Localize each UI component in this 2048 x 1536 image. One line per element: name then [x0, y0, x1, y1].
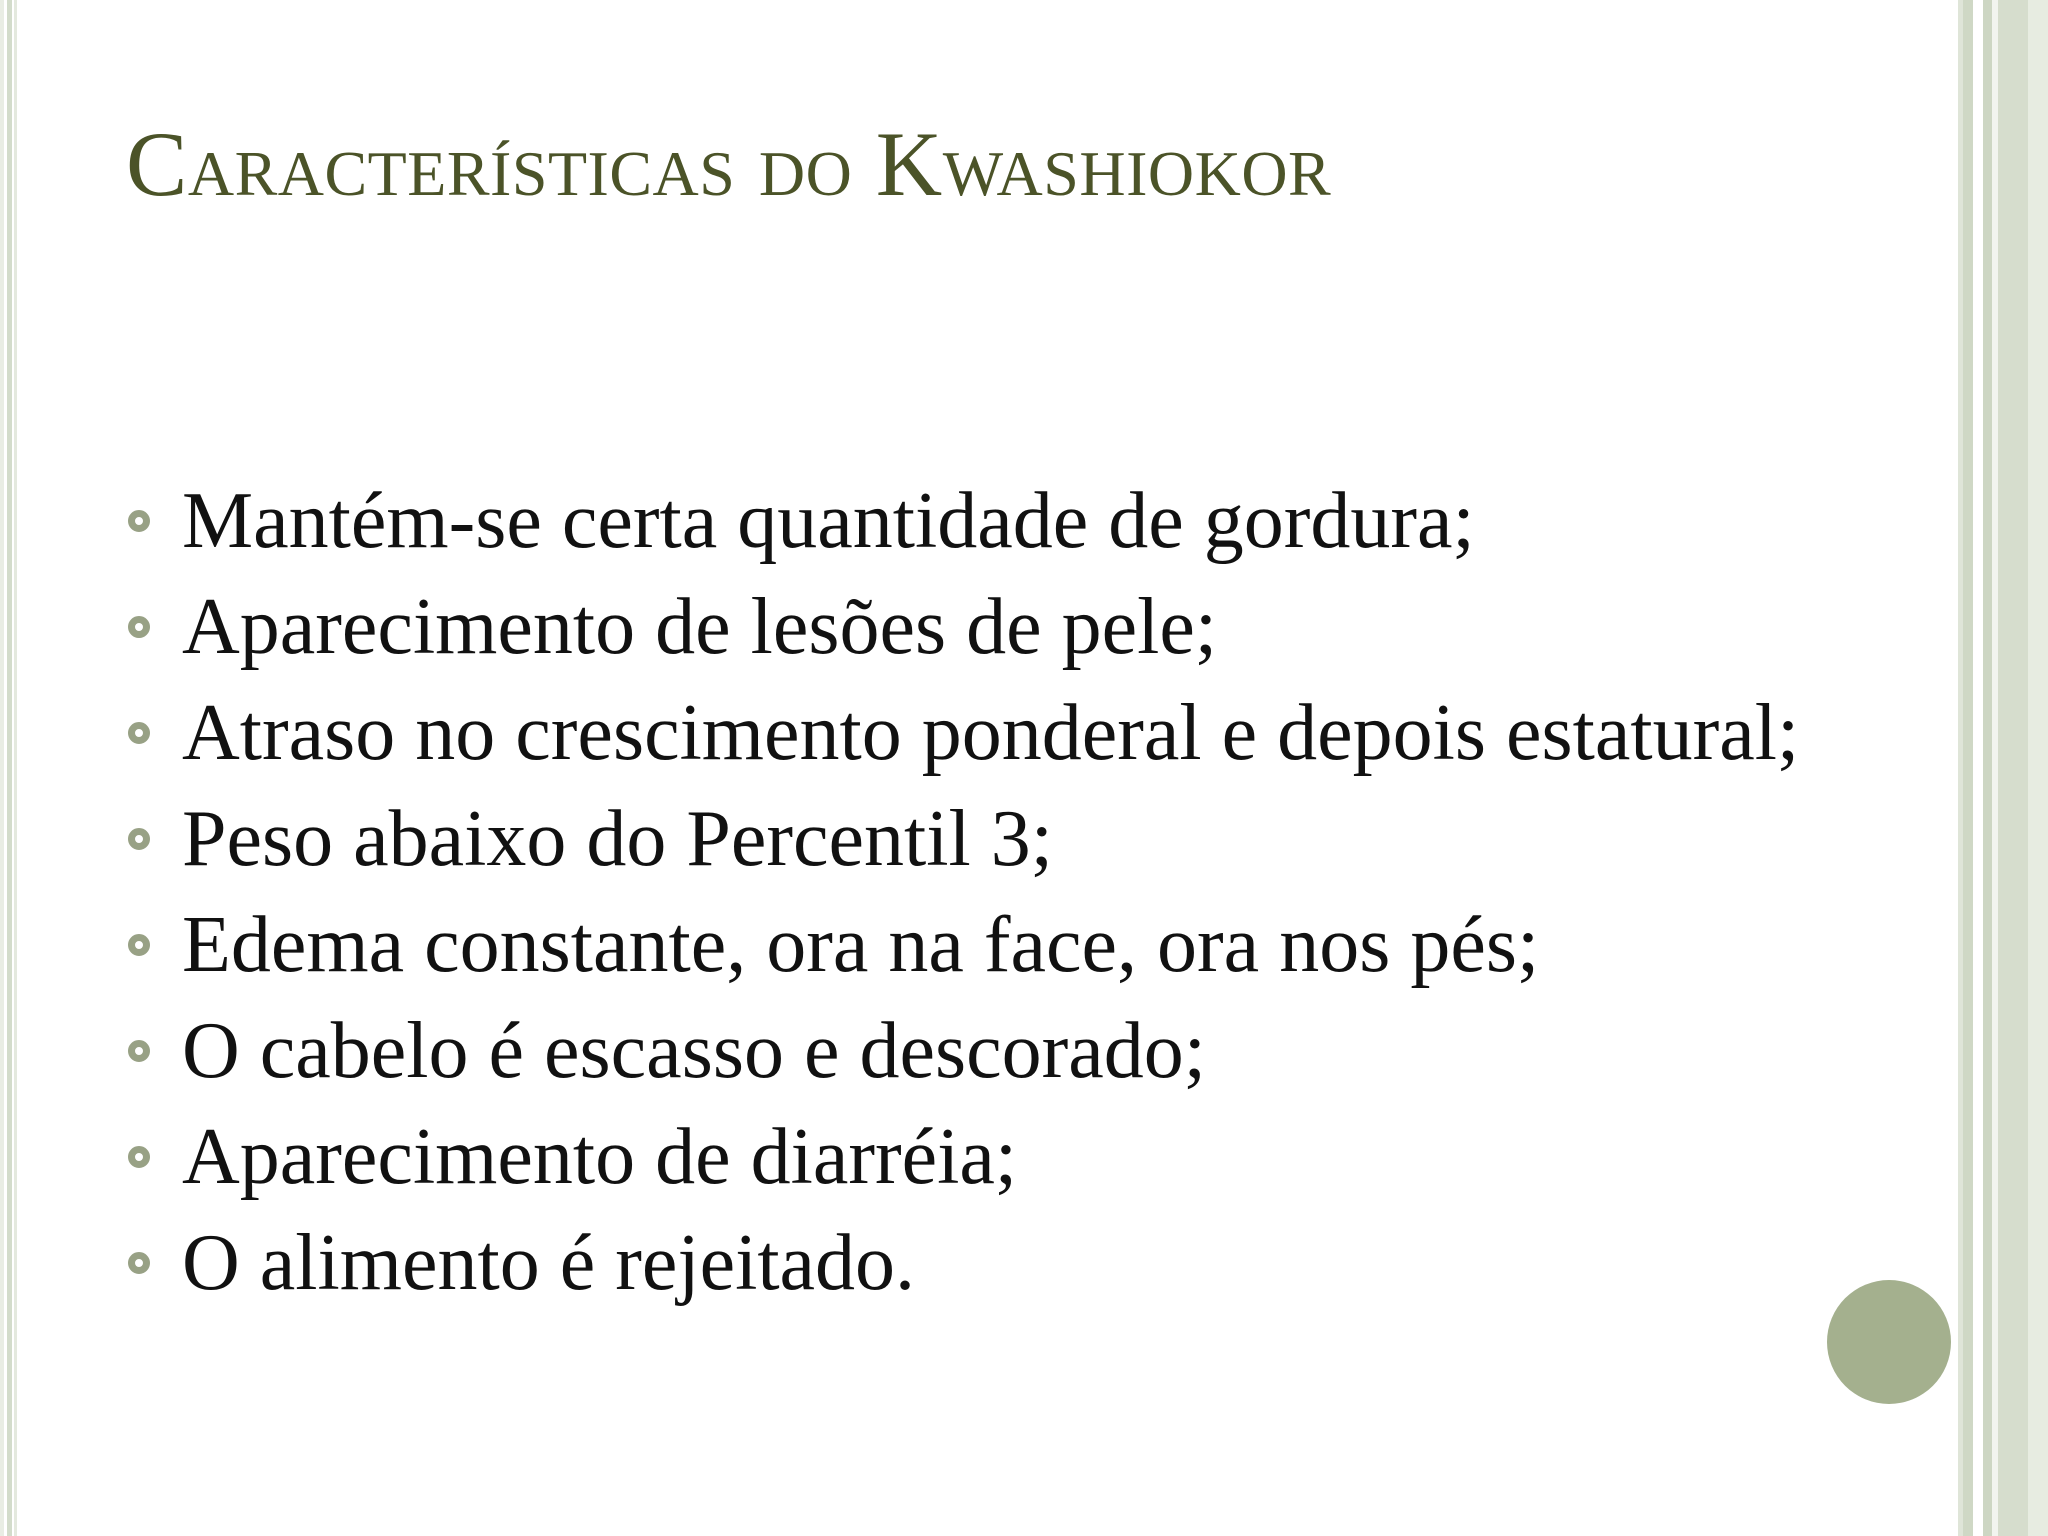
slide-title: Características do Kwashiokor	[126, 113, 1332, 215]
bullet-text: Atraso no crescimento ponderal e depois estatural;	[182, 689, 1800, 777]
bullet-icon	[128, 828, 150, 850]
bullet-text: Edema constante, ora na face, ora nos pés;	[182, 901, 1540, 989]
bullet-item	[126, 468, 1799, 574]
bullet-list	[126, 468, 1799, 1316]
bullet-item	[126, 998, 1799, 1104]
left-border-stripe	[0, 0, 4, 1536]
bullet-text: O cabelo é escasso e descorado;	[182, 1007, 1206, 1095]
bullet-text: O alimento é rejeitado.	[182, 1219, 916, 1307]
right-border-stripe	[1983, 0, 1992, 1536]
bullet-item	[126, 786, 1799, 892]
bullet-text: Mantém-se certa quantidade de gordura;	[182, 477, 1475, 565]
bullet-icon	[128, 510, 150, 532]
right-border-stripe	[1963, 0, 1973, 1536]
bullet-item	[126, 892, 1799, 998]
bullet-item	[126, 1104, 1799, 1210]
left-border-stripe	[14, 0, 17, 1536]
bullet-text: Peso abaixo do Percentil 3;	[182, 795, 1053, 883]
bullet-item	[126, 1210, 1799, 1316]
bullet-text: Aparecimento de lesões de pele;	[182, 583, 1218, 671]
right-border-stripe	[1973, 0, 1983, 1536]
right-border-stripe	[1998, 0, 2028, 1536]
bullet-item	[126, 574, 1799, 680]
bullet-item	[126, 680, 1799, 786]
bullet-icon	[128, 1146, 150, 1168]
bullet-icon	[128, 616, 150, 638]
decorative-circle	[1827, 1280, 1951, 1404]
bullet-icon	[128, 722, 150, 744]
bullet-icon	[128, 1040, 150, 1062]
right-border-stripe	[2028, 0, 2048, 1536]
bullet-text: Aparecimento de diarréia;	[182, 1113, 1018, 1201]
bullet-icon	[128, 1252, 150, 1274]
left-border-stripe	[7, 0, 12, 1536]
bullet-icon	[128, 934, 150, 956]
